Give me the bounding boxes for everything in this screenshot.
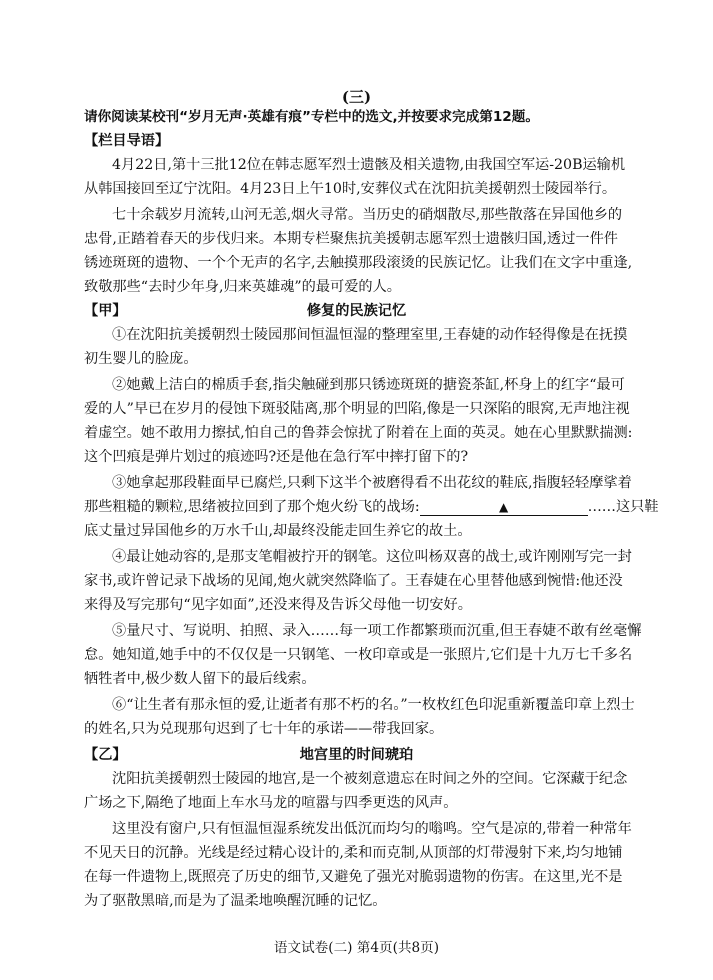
guide-p2-line: 锈迹斑斑的遗物、一个个无声的名字,去触摸那段滚烫的民族记忆。让我们在文字中重逢, [84, 255, 633, 271]
yi-p1-line: 沈阳抗美援朝烈士陵园的地宫,是一个被刻意遗忘在时间之外的空间。它深藏于纪念 [112, 771, 628, 787]
jia-p1-line: 初生婴儿的脸庞。 [84, 351, 198, 367]
jia-p2-line: 爱的人”早已在岁月的侵蚀下斑驳陆离,那个明显的凹陷,像是一只深陷的眼窝,无声地注视 [84, 401, 630, 417]
yi-p2-line: 不见天日的沉静。光线是经过精心设计的,柔和而克制,从顶部的灯带漫射下来,均匀地铺 [84, 845, 623, 861]
jia-p3-text: ……这只鞋 [587, 499, 659, 515]
jia-p1-line: ①在沈阳抗美援朝烈士陵园那间恒温恒湿的整理室里,王春婕的动作轻得像是在抚摸 [112, 327, 628, 343]
jia-p2-line: 这个凹痕是弹片划过的痕迹吗?还是他在急行军中摔打留下的? [84, 449, 469, 465]
jia-p6-line: ⑥“让生者有那永恒的爱,让逝者有那不朽的名。”一枚枚红色印泥重新覆盖印章上烈士 [112, 697, 635, 713]
instruction: 请你阅读某校刊“岁月无声·英雄有痕”专栏中的选文,并按要求完成第12题。 [84, 109, 539, 125]
guide-p2-line: 致敬那些“去时少年身,归来英雄魂”的最可爱的人。 [84, 279, 401, 295]
jia-p5-line: 怠。她知道,她手中的不仅仅是一只钢笔、一枚印章或是一张照片,它们是十九万七千多名 [84, 647, 633, 663]
guide-label: 【栏目导语】 [84, 133, 170, 149]
jia-title: 修复的民族记忆 [306, 303, 407, 319]
yi-p1-line: 广场之下,隔绝了地面上车水马龙的喧嚣与四季更迭的风声。 [84, 795, 458, 811]
guide-p2-line: 忠骨,正踏着春天的步伐归来。本期专栏聚焦抗美援朝志愿军烈士遗骸归国,透过一件件 [84, 231, 618, 247]
jia-p6-line: 的姓名,只为兑现那句迟到了七十年的承诺——带我回家。 [84, 721, 444, 737]
answer-blank[interactable] [420, 499, 588, 516]
jia-p5-line: 牺牲者中,极少数人留下的最后线索。 [84, 671, 316, 687]
section-mark: (三) [341, 88, 372, 106]
triangle-icon: ▲ [498, 500, 509, 514]
jia-p4-line: ④最让她动容的,是那支笔帽被拧开的钢笔。这位叫杨双喜的战士,或许刚刚写完一封 [112, 549, 632, 565]
jia-label: 【甲】 [84, 303, 127, 319]
guide-p1-line: 4月22日,第十三批12位在韩志愿军烈士遗骸及相关遗物,由我国空军运-20B运输机 [112, 157, 626, 173]
yi-p2-line: 在每一件遗物上,既照亮了历史的细节,又避免了强光对脆弱遗物的伤害。在这里,光不是 [84, 869, 623, 885]
jia-p3-text: 那些粗糙的颗粒,思绪被拉回到了那个炮火纷飞的战场: [84, 499, 420, 515]
guide-p2-line: 七十余载岁月流转,山河无恙,烟火寻常。当历史的硝烟散尽,那些散落在异国他乡的 [112, 207, 623, 223]
jia-p2-line: ②她戴上洁白的棉质手套,指尖触碰到那只锈迹斑斑的搪瓷茶缸,杯身上的红字“最可 [112, 377, 625, 393]
jia-p5-line: ⑤量尺寸、写说明、拍照、录入……每一项工作都繁琐而沉重,但王春婕不敢有丝毫懈 [112, 623, 642, 639]
jia-p3-line: 底丈量过异国他乡的万水千山,却最终没能走回生养它的故土。 [84, 523, 472, 539]
page-footer: 语文试卷(二) 第4页(共8页) [273, 940, 440, 956]
jia-p4-line: 家书,或许曾记录下战场的见闻,炮火就突然降临了。王春婕在心里替他感到惋惜:他还没 [84, 573, 623, 589]
yi-p2-line: 这里没有窗户,只有恒温恒湿系统发出低沉而均匀的嗡鸣。空气是凉的,带着一种常年 [112, 821, 632, 837]
jia-p3-line [84, 497, 659, 517]
yi-p2-line: 为了驱散黑暗,而是为了温柔地唤醒沉睡的记忆。 [84, 893, 387, 909]
jia-p3-line: ③她拿起那段鞋面早已腐烂,只剩下这半个被磨得看不出花纹的鞋底,指腹轻轻摩挲着 [112, 475, 632, 491]
jia-p2-line: 着虚空。她不敢用力擦拭,怕自己的鲁莽会惊扰了附着在上面的英灵。她在心里默默揣测: [84, 425, 633, 441]
guide-p1-line: 从韩国接回至辽宁沈阳。4月23日上午10时,安葬仪式在沈阳抗美援朝烈士陵园举行。 [84, 181, 617, 197]
yi-label: 【乙】 [84, 747, 127, 763]
yi-title: 地宫里的时间琥珀 [299, 747, 414, 763]
jia-p4-line: 来得及写完那句“见字如面”,还没来得及告诉父母他一切安好。 [84, 597, 472, 613]
